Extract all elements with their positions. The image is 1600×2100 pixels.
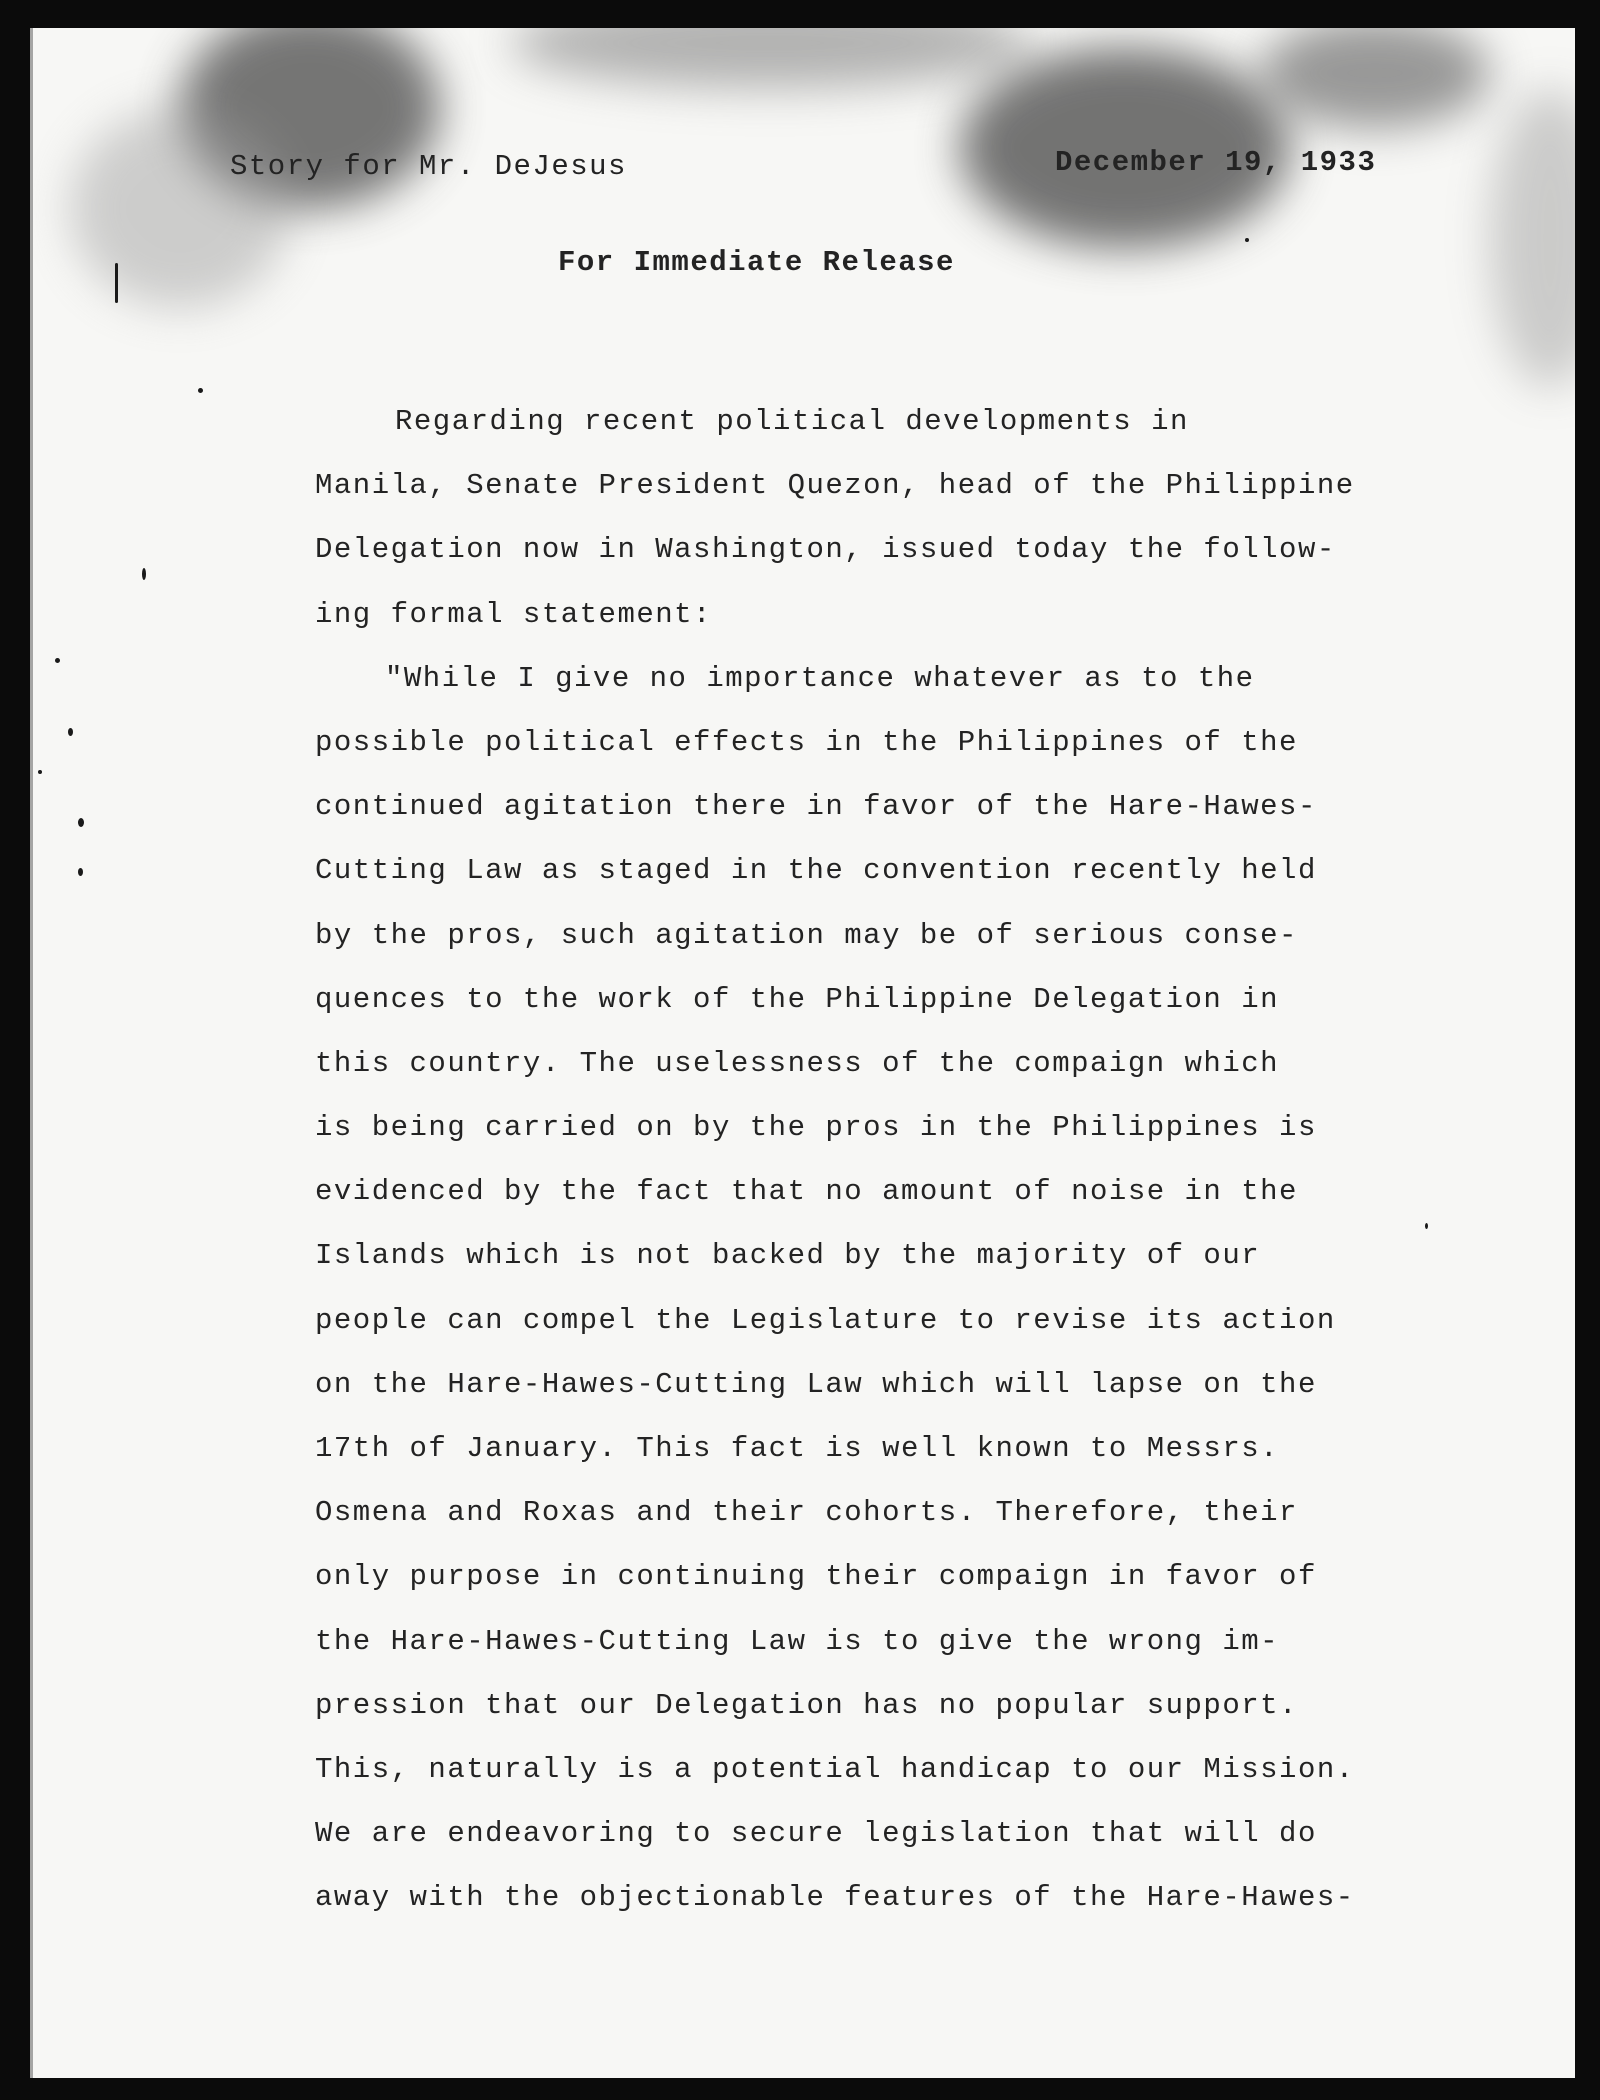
body-line: Osmena and Roxas and their cohorts. Therefore, their — [315, 1496, 1298, 1530]
body-line: possible political effects in the Philippines of the — [315, 725, 1298, 759]
speck — [78, 818, 84, 827]
speck — [38, 770, 42, 774]
ink-stain-far-right — [1260, 28, 1490, 128]
body-line: Islands which is not backed by the majority of our — [315, 1239, 1261, 1273]
speck — [55, 658, 60, 663]
speck — [78, 868, 83, 876]
document-page — [30, 28, 1575, 2078]
body-line: by the pros, such agitation may be of serious conse- — [315, 918, 1298, 952]
memo-recipient: Story for Mr. DeJesus — [230, 150, 627, 183]
body-line: this country. The uselessness of the compaign which — [315, 1046, 1280, 1080]
body-line: We are endeavoring to secure legislation that will do — [315, 1817, 1317, 1851]
body-line: on the Hare-Hawes-Cutting Law which will lapse on the — [315, 1367, 1317, 1401]
body-line: Cutting Law as staged in the convention recently held — [315, 854, 1317, 888]
body-line: the Hare-Hawes-Cutting Law is to give the wrong im- — [315, 1624, 1280, 1658]
body-line: "While I give no importance whatever as to the — [385, 661, 1255, 695]
body-line: only purpose in continuing their compaign in favor of — [315, 1560, 1317, 1594]
body-line: people can compel the Legislature to revise its action — [315, 1303, 1336, 1337]
speck — [1245, 238, 1249, 242]
body-line: Delegation now in Washington, issued today the follow- — [315, 533, 1336, 567]
release-note: For Immediate Release — [558, 246, 955, 279]
body-line: is being carried on by the pros in the Philippines is — [315, 1111, 1317, 1145]
body-line: pression that our Delegation has no popular support. — [315, 1688, 1298, 1722]
speck — [142, 568, 146, 580]
document-date: December 19, 1933 — [1055, 146, 1377, 179]
statement-body — [315, 390, 1435, 1931]
speck — [68, 728, 73, 736]
body-line: Regarding recent political developments in — [395, 405, 1189, 438]
ink-stain-left-lower — [70, 108, 290, 308]
speck — [198, 388, 203, 393]
body-line: quences to the work of the Philippine Delegation in — [315, 982, 1280, 1016]
page-edge-shadow — [30, 28, 33, 2078]
body-line: 17th of January. This fact is well known to Messrs. — [315, 1432, 1280, 1465]
body-line: away with the objectionable features of the Hare-Hawes- — [315, 1881, 1355, 1915]
body-line: ing formal statement: — [315, 597, 712, 631]
ink-stain-top — [510, 28, 1030, 88]
speck — [115, 263, 118, 303]
body-line: evidenced by the fact that no amount of noise in the — [315, 1175, 1298, 1209]
body-line: continued agitation there in favor of the Hare-Hawes- — [315, 790, 1317, 824]
ink-stain-right-edge — [1490, 88, 1575, 388]
body-line: This, naturally is a potential handicap to our Mission. — [315, 1752, 1355, 1786]
body-line: Manila, Senate President Quezon, head of the Philippine — [315, 469, 1355, 503]
